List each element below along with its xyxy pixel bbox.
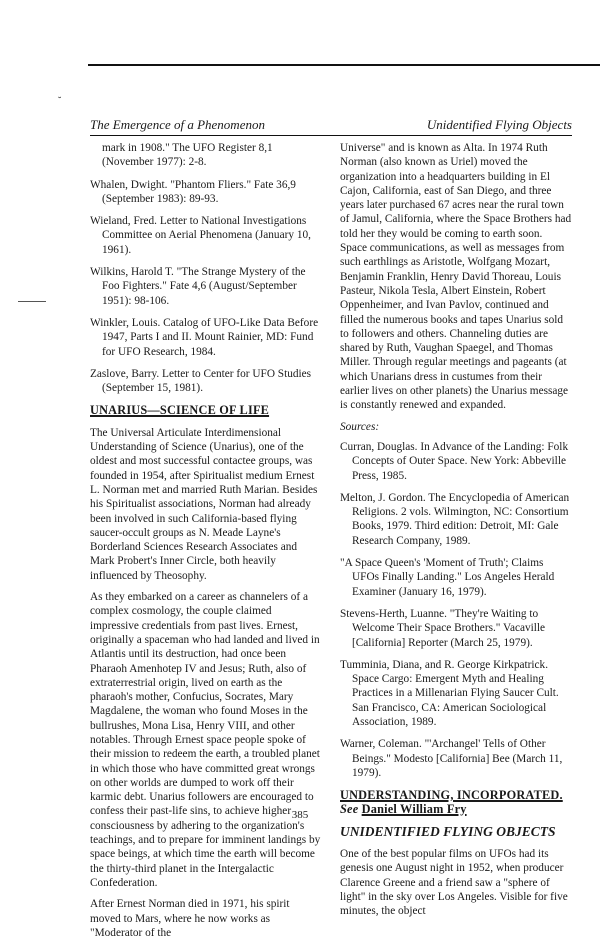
reference-entry: Whalen, Dwight. "Phantom Fliers." Fate 36,9 (September 1983): 89-93. <box>90 178 296 205</box>
body-paragraph: As they embarked on a career as channelers of a complex cosmology, the couple claimed impressive credentials from past lives. Ernest, originally a spaceman who had landed and lived in Atlantis until its destruction, had once been Pharaoh Amenhotep IV and Jesus; Ruth, also of extraterrestrial origin, lived on earth as the pharaoh's mother, Confucius, Socrates, Mary Magdalene, the woman who found Moses in the bullrushes, Mona Lisa, Henry VIII, and other notables. Through Ernest space people spoke of their mission to redeem the earth, a troubled planet in which those who have committed great wrongs on other worlds are dumped to work off their karmic debt. Unarius followers are encouraged to confess their past-life sins, to achieve higher consciousness by adhering to the organization's teachings, and to prepare for imminent landings by space beings, at which time the earth will become the thirty-third planet in the Intergalactic Confederation. <box>90 591 321 889</box>
source-entry: "A Space Queen's 'Moment of Truth'; Claims UFOs Finally Landing." Los Angeles Herald Examiner (January 16, 1979). <box>340 557 555 598</box>
left-column <box>90 141 322 947</box>
margin-tick: ˘ <box>58 96 62 107</box>
source-entry: Tumminia, Diana, and R. George Kirkpatrick. Space Cargo: Emergent Myth and Healing Practices in a Millenarian Flying Saucer Cult. San Francisco, CA: American Sociological Association, 1989. <box>340 658 559 728</box>
section-heading-unarius: UNARIUS—SCIENCE OF LIFE <box>90 403 270 418</box>
header-rule <box>90 135 572 136</box>
crossref-title: UNDERSTANDING, INCORPORATED. <box>340 788 563 803</box>
reference-entry: Wieland, Fred. Letter to National Investigations Committee on Aerial Phenomena (January 10, 1961). <box>90 215 311 256</box>
body-paragraph: Universe" and is known as Alta. In 1974 Ruth Norman (also known as Uriel) moved the organization into a headquarters building in El Cajon, California, east of San Diego, and three years later purchased 67 acres near the rural town of Jamul, California, where the Space Brothers had told her they would be coming to earth soon. Space communications, as well as messages from such earthlings as Aristotle, Wolfgang Mozart, Benjamin Franklin, Henry David Thoreau, Louis Pasteur, Nikola Tesla, Albert Einstein, Robert Oppenheimer, and Ivan Pavlov, continued and filled the numerous books and tapes Unarius sold to followers and others. Channeling duties are shared by Ruth, Vaughan Spaegel, and Thomas Miller. Through regular meetings and pageants (at which Unarians dress in custumes from their earlier lives on other planets) the Unarius message is constantly renewed and expanded. <box>340 142 572 412</box>
body-paragraph: After Ernest Norman died in 1971, his spirit moved to Mars, where he now works as "Moderator of the <box>90 898 290 939</box>
body-paragraph: The Universal Articulate Interdimensional Understanding of Science (Unarius), one of the oldest and most successful contactee groups, was founded in 1954, after Spiritualist medium Ernest L. Norman met and married Ruth Marian. Besides his Spiritualist associations, Norman had already been involved in such California-based flying saucer-occult groups as N. Meade Layne's Borderland Sciences Research Associates and Mark Probert's Inner Circle, both heavily influenced by Theosophy. <box>90 426 318 582</box>
header-left: The Emergence of a Phenomenon <box>90 117 265 132</box>
margin-mark <box>18 301 46 302</box>
body-paragraph: One of the best popular films on UFOs had its genesis one August night in 1952, when producer Clarence Greene and a friend saw a "sphere of light" in the sky over Los Angeles. Visible for five minutes, the object <box>340 848 568 918</box>
crossref-target: Daniel William Fry <box>361 802 467 817</box>
top-rule <box>88 64 600 66</box>
reference-entry: Wilkins, Harold T. "The Strange Mystery of the Foo Fighters." Fate 4,6 (August/September 1951): 98-106. <box>90 266 306 307</box>
section-heading-ufo: UNIDENTIFIED FLYING OBJECTS <box>340 823 556 839</box>
reference-entry: Zaslove, Barry. Letter to Center for UFO Studies (September 15, 1981). <box>90 367 312 395</box>
sources-label: Sources: <box>340 420 380 433</box>
reference-entry: Winkler, Louis. Catalog of UFO-Like Data Before 1947, Parts I and II. Mount Rainier, MD: Fund for UFO Research, 1984. <box>90 316 319 358</box>
header-right: Unidentified Flying Objects <box>426 117 572 132</box>
right-column <box>340 141 572 926</box>
running-header <box>90 117 572 135</box>
source-entry: Curran, Douglas. In Advance of the Landing: Folk Concepts of Outer Space. New York: Abbeville Press, 1985. <box>340 440 569 482</box>
reference-continued: mark in 1908." The UFO Register 8,1 (November 1977): 2-8. <box>102 142 273 169</box>
source-entry: Warner, Coleman. "'Archangel' Tells of Other Beings." Modesto [California] Bee (March 11, 1979). <box>340 738 563 779</box>
page-number: 385 <box>291 809 309 821</box>
crossref-see: See <box>340 802 359 817</box>
source-entry: Stevens-Herth, Luanne. "They're Waiting to Welcome Their Space Brothers." Vacaville [California] Reporter (March 25, 1979). <box>340 607 546 649</box>
source-entry: Melton, J. Gordon. The Encyclopedia of American Religions. 2 vols. Wilmington, NC: Consortium Books, 1979. Third edition: Detroit, MI: Gale Research Company, 1989. <box>340 491 570 547</box>
